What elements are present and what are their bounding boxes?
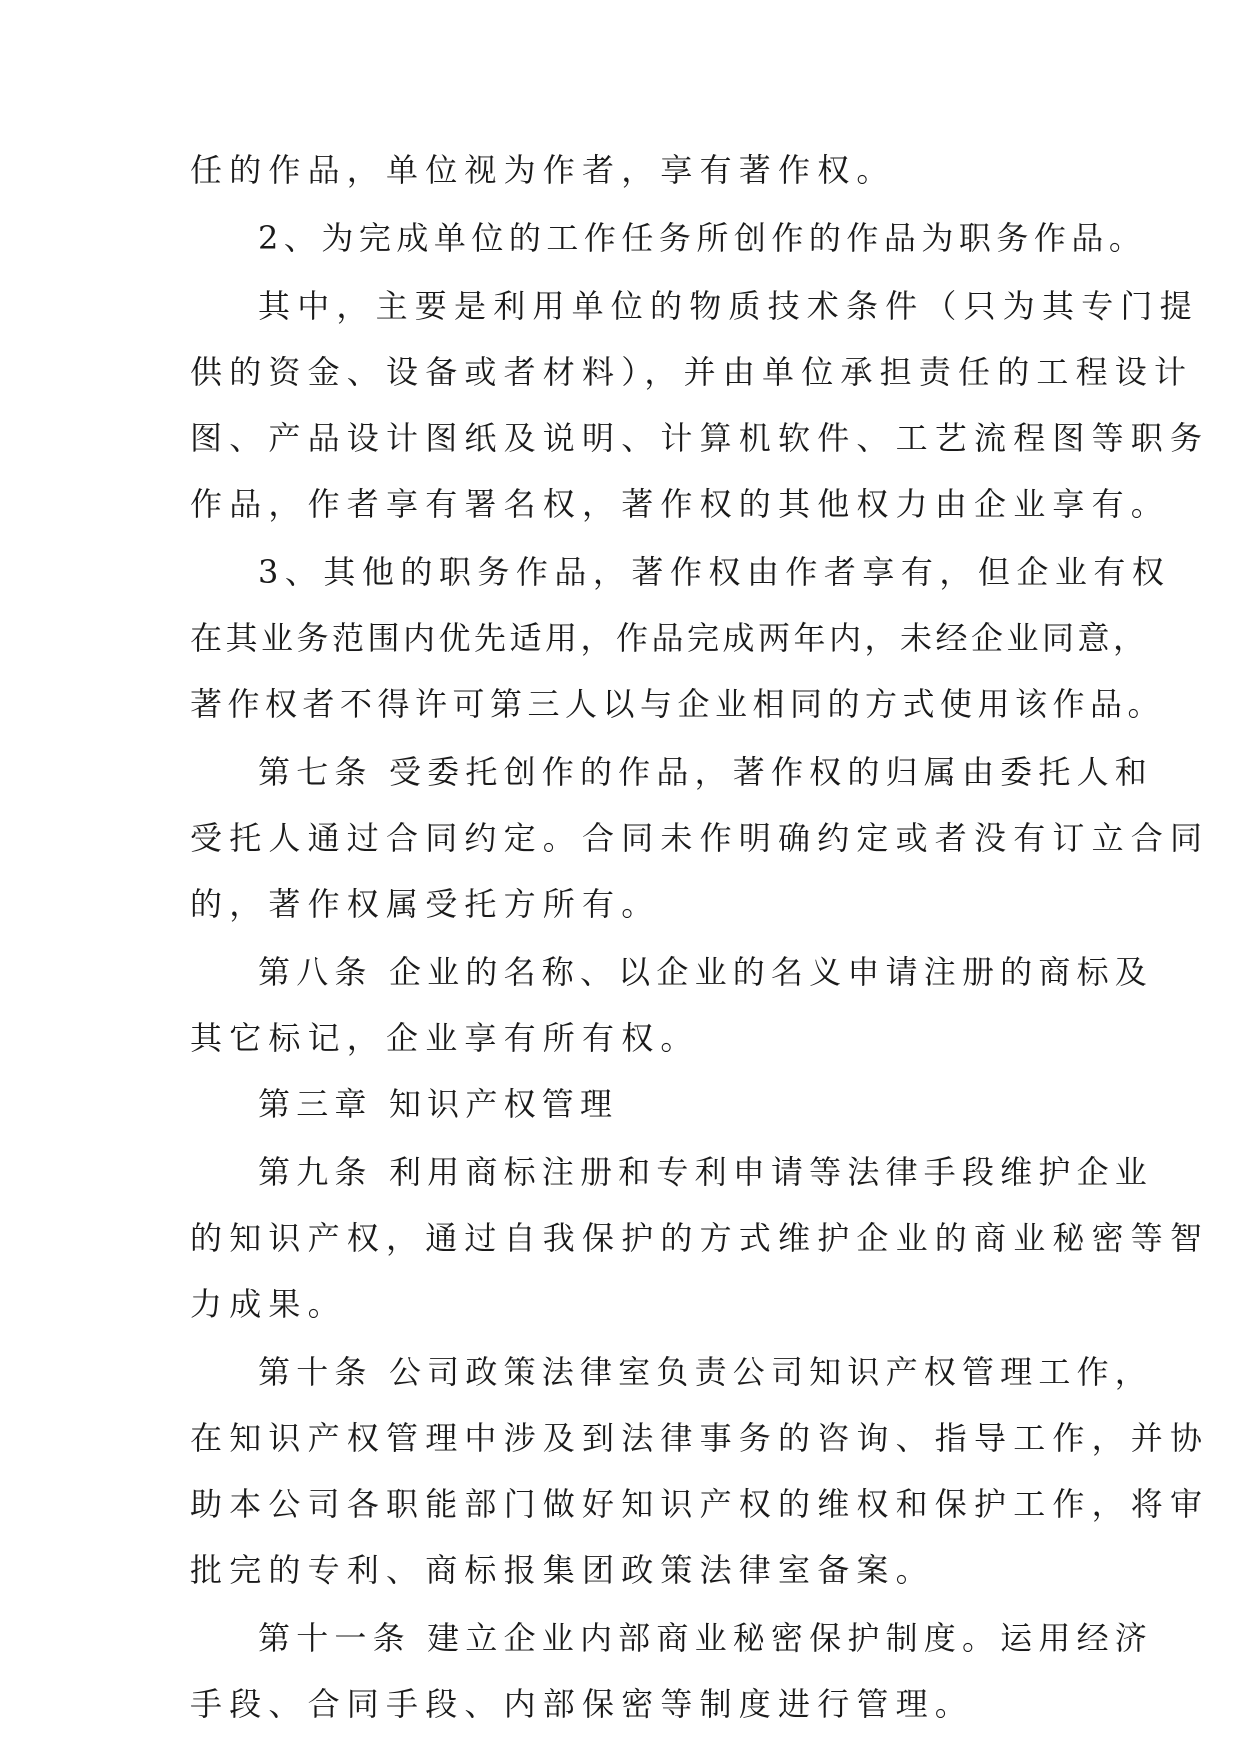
text-line: 助本公司各职能部门做好知识产权的维权和保护工作，将审	[190, 1485, 1210, 1523]
text-line: 图、产品设计图纸及说明、计算机软件、工艺流程图等职务	[190, 419, 1210, 457]
text-line: 在其业务范围内优先适用，作品完成两年内，未经企业同意，	[190, 619, 1149, 657]
text-line: 第十条 公司政策法律室负责公司知识产权管理工作，	[258, 1353, 1153, 1391]
text-line: 的知识产权，通过自我保护的方式维护企业的商业秘密等智	[190, 1219, 1210, 1257]
text-line: 批完的专利、商标报集团政策法律室备案。	[190, 1551, 935, 1589]
text-line: 第八条 企业的名称、以企业的名义申请注册的商标及	[258, 953, 1153, 991]
text-line: 受托人通过合同约定。合同未作明确约定或者没有订立合同	[190, 819, 1210, 857]
text-line: 手段、合同手段、内部保密等制度进行管理。	[190, 1685, 975, 1723]
section-heading: 第三章 知识产权管理	[258, 1085, 619, 1123]
text-line: 任的作品，单位视为作者，享有著作权。	[190, 151, 896, 189]
text-line: 供的资金、设备或者材料），并由单位承担责任的工程设计	[190, 353, 1194, 391]
text-line: 2、为完成单位的工作任务所创作的作品为职务作品。	[258, 219, 1147, 257]
text-line: 的，著作权属受托方所有。	[190, 885, 661, 923]
text-line: 其中，主要是利用单位的物质技术条件（只为其专门提	[258, 287, 1199, 325]
text-line: 第七条 受委托创作的作品，著作权的归属由委托人和	[258, 753, 1153, 791]
text-line: 作品，作者享有署名权，著作权的其他权力由企业享有。	[190, 485, 1171, 523]
text-line: 第十一条 建立企业内部商业秘密保护制度。运用经济	[258, 1619, 1153, 1657]
text-line: 力成果。	[190, 1285, 347, 1323]
text-line: 3、其他的职务作品，著作权由作者享有，但企业有权	[258, 553, 1171, 591]
text-line: 著作权者不得许可第三人以与企业相同的方式使用该作品。	[190, 685, 1166, 723]
text-line: 其它标记，企业享有所有权。	[190, 1019, 700, 1057]
text-line: 第九条 利用商标注册和专利申请等法律手段维护企业	[258, 1153, 1153, 1191]
text-line: 在知识产权管理中涉及到法律事务的咨询、指导工作，并协	[190, 1419, 1210, 1457]
